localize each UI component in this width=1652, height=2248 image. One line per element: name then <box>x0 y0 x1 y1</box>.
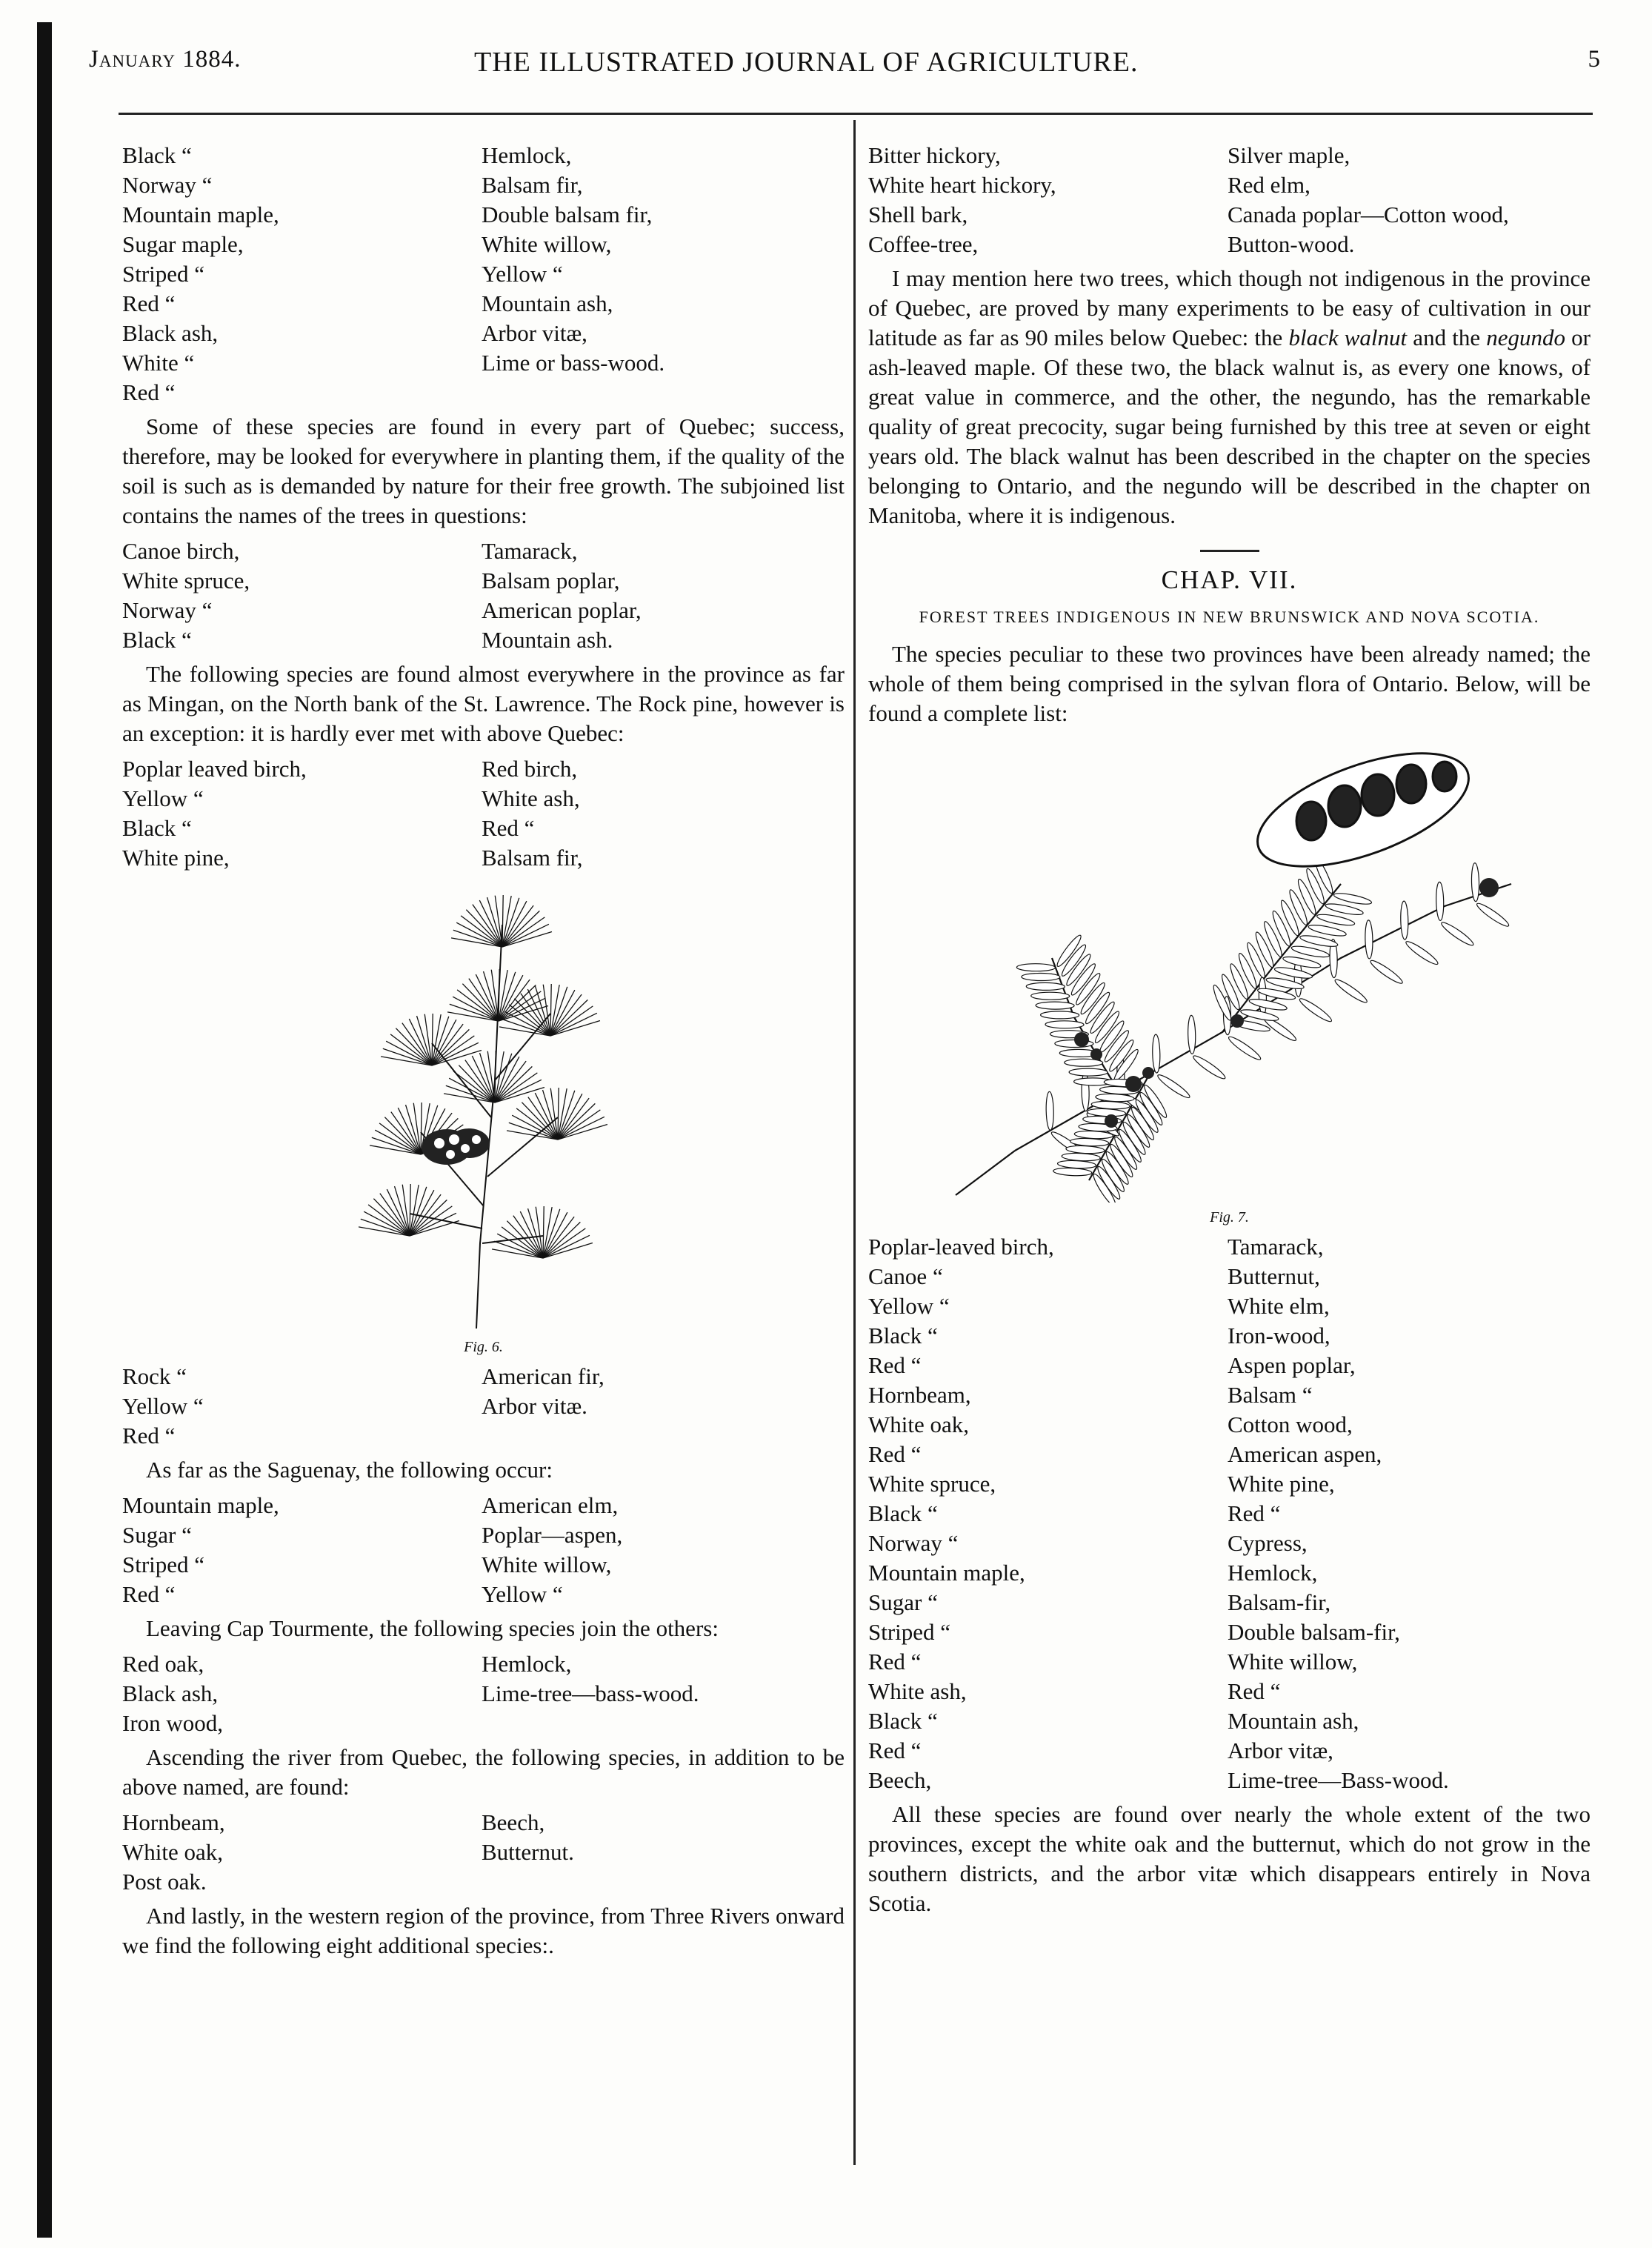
list-entry <box>482 378 845 408</box>
column-divider <box>853 120 856 2165</box>
list-entry: Hemlock, <box>482 142 572 168</box>
list-entry: Black ash, <box>122 320 219 346</box>
list-entry: Poplar leaved birch, <box>122 756 307 782</box>
list-entry: Beech, <box>868 1767 932 1793</box>
left-column <box>122 141 845 1966</box>
list-entry: Red “ <box>868 1441 922 1467</box>
list-entry: Black “ <box>868 1708 938 1734</box>
species-list-3 <box>122 754 845 873</box>
species-list-hickories <box>868 141 1591 259</box>
list-entry: Beech, <box>482 1809 545 1835</box>
list-entry: Tamarack, <box>1228 1234 1324 1260</box>
list-entry: White “ <box>122 350 195 376</box>
list-entry: Mountain ash, <box>1228 1708 1359 1734</box>
list-entry: Red “ <box>868 1737 922 1763</box>
list-entry: Red “ <box>122 290 176 316</box>
list-entry: Hemlock, <box>1228 1560 1318 1586</box>
list-entry: Yellow “ <box>482 1581 563 1607</box>
list-entry: Canoe birch, <box>122 538 240 564</box>
list-entry: Hemlock, <box>482 1651 572 1677</box>
chapter-title: CHAP. VII. <box>1161 565 1298 594</box>
list-entry: White willow, <box>1228 1649 1358 1675</box>
list-entry: American aspen, <box>1228 1441 1382 1467</box>
list-entry: Arbor vitæ, <box>482 320 587 346</box>
list-entry: White elm, <box>1228 1293 1330 1319</box>
species-list-5 <box>122 1491 845 1609</box>
list-entry: Sugar “ <box>868 1589 938 1615</box>
list-entry: Bitter hickory, <box>868 142 1001 168</box>
list-entry: Red “ <box>868 1649 922 1675</box>
paragraph: The species peculiar to these two provinces have been already named; the whole of them being comprised in the sylvan flora of Ontario. Below, will be found a complete list: <box>868 641 1591 726</box>
list-entry: White ash, <box>482 785 580 811</box>
list-entry: Norway “ <box>122 597 213 623</box>
page-number: 5 <box>1588 46 1600 73</box>
list-entry: Lime or bass-wood. <box>482 350 665 376</box>
paragraph: And lastly, in the western region of the province, from Three Rivers onward we find the following eight additional species:. <box>122 1903 845 1958</box>
list-entry: Black “ <box>868 1323 938 1349</box>
list-entry: Cotton wood, <box>1228 1411 1353 1437</box>
list-entry: Canada poplar—Cotton wood, <box>1228 202 1509 227</box>
list-entry: Poplar-leaved birch, <box>868 1234 1054 1260</box>
species-list-7 <box>122 1808 845 1897</box>
list-entry: Red “ <box>122 1423 176 1449</box>
list-entry: Button-wood. <box>1228 231 1355 257</box>
list-entry: American poplar, <box>482 597 642 623</box>
list-entry: Mountain maple, <box>122 1492 279 1518</box>
list-entry <box>482 1867 845 1897</box>
figure-7-yew-branch <box>926 736 1533 1203</box>
issue-date: January 1884. <box>89 46 242 73</box>
list-entry: Double balsam fir, <box>482 202 653 227</box>
list-entry: White oak, <box>122 1839 224 1865</box>
species-list-6 <box>122 1649 845 1738</box>
list-entry: Aspen poplar, <box>1228 1352 1356 1378</box>
list-entry: Double balsam-fir, <box>1228 1619 1400 1645</box>
list-entry: Tamarack, <box>482 538 578 564</box>
text-run: and the <box>1407 325 1487 350</box>
list-entry: Black “ <box>868 1500 938 1526</box>
list-entry: Butternut, <box>1228 1263 1320 1289</box>
figure-7-caption: Fig. 7. <box>1210 1209 1249 1226</box>
list-entry: Striped “ <box>122 261 205 287</box>
list-entry: Red “ <box>122 1581 176 1607</box>
list-entry: Canoe “ <box>868 1263 943 1289</box>
list-entry: Striped “ <box>868 1619 951 1645</box>
list-entry: White ash, <box>868 1678 967 1704</box>
list-entry: Balsam “ <box>1228 1382 1313 1408</box>
list-entry: Lime-tree—Bass-wood. <box>1228 1767 1449 1793</box>
paragraph: Leaving Cap Tourmente, the following species join the others: <box>146 1615 719 1641</box>
running-header <box>89 46 1600 90</box>
paragraph: The following species are found almost everywhere in the province as far as Mingan, on the North bank of the St. Lawrence. The Rock pine, however is an exception: it is hardly ever met with above Quebec: <box>122 661 845 746</box>
list-entry: Yellow “ <box>868 1293 950 1319</box>
species-list-4 <box>122 1362 845 1451</box>
list-entry: Red “ <box>1228 1678 1281 1704</box>
list-entry: White spruce, <box>868 1471 996 1497</box>
list-entry: White pine, <box>1228 1471 1335 1497</box>
text-run: I may mention here two trees, which though not indigenous in the province of Quebec, are proved by many experiments to be easy of cultivation in our latitude as far as 90 miles below Quebec: the <box>868 265 1591 350</box>
species-list-nb-ns <box>868 1232 1591 1795</box>
list-entry: Coffee-tree, <box>868 231 979 257</box>
list-entry: White oak, <box>868 1411 970 1437</box>
list-entry: Sugar “ <box>122 1522 192 1548</box>
list-entry: Red birch, <box>482 756 578 782</box>
journal-title: THE ILLUSTRATED JOURNAL OF AGRICULTURE. <box>474 47 1139 78</box>
chapter-subtitle: FOREST TREES INDIGENOUS IN NEW BRUNSWICK AND NOVA SCOTIA. <box>919 608 1540 626</box>
paragraph: Ascending the river from Quebec, the following species, in addition to be above named, are found: <box>122 1744 845 1800</box>
list-entry: Norway “ <box>122 172 213 198</box>
seed-cone <box>1243 736 1482 890</box>
list-entry: White willow, <box>482 231 612 257</box>
list-entry: Black ash, <box>122 1680 219 1706</box>
header-rule <box>119 113 1593 115</box>
pine-branch-illustration <box>350 895 617 1332</box>
right-column <box>868 141 1591 1924</box>
list-entry: Arbor vitæ. <box>482 1393 587 1419</box>
list-entry: Lime-tree—bass-wood. <box>482 1680 699 1706</box>
list-entry: Mountain ash. <box>482 627 613 653</box>
list-entry: American elm, <box>482 1492 619 1518</box>
paragraph: All these species are found over nearly the whole extent of the two provinces, except the white oak and the butternut, which do not grow in the southern districts, and the arbor vitæ which disappears entirely in Nova Scotia. <box>868 1801 1591 1916</box>
list-entry: Silver maple, <box>1228 142 1350 168</box>
list-entry: Shell bark, <box>868 202 968 227</box>
list-entry <box>482 1421 845 1451</box>
list-entry: Mountain maple, <box>122 202 279 227</box>
figure-6-caption: Fig. 6. <box>464 1339 503 1355</box>
list-entry: American fir, <box>482 1363 604 1389</box>
text-run: or ash-leaved maple. Of these two, the black walnut is, as every one knows, of great value in commerce, and the other, the negundo, has the remarkable quality of great precocity, sugar being furnished by this tree at seven or eight years old. The black walnut has been described in the chapter on the species belonging to Ontario, and the negundo will be described in the chapter on Manitoba, where it is indigenous. <box>868 325 1591 528</box>
yew-branch-illustration <box>926 736 1533 1203</box>
list-entry: Rock “ <box>122 1363 187 1389</box>
list-entry: White pine, <box>122 845 230 871</box>
paragraph-negundo <box>868 264 1591 531</box>
list-entry: White spruce, <box>122 568 250 593</box>
list-entry: Balsam fir, <box>482 845 583 871</box>
list-entry: Red “ <box>122 379 176 405</box>
list-entry: Yellow “ <box>122 1393 204 1419</box>
list-entry: Iron-wood, <box>1228 1323 1330 1349</box>
list-entry: White heart hickory, <box>868 172 1056 198</box>
list-entry: Black “ <box>122 815 192 841</box>
list-entry: Mountain ash, <box>482 290 613 316</box>
list-entry: Butternut. <box>482 1839 574 1865</box>
list-entry: Black “ <box>122 627 192 653</box>
list-entry <box>482 1709 845 1738</box>
italic-term: black walnut <box>1288 325 1408 350</box>
list-entry: Black “ <box>122 142 192 168</box>
page-binding-edge <box>37 22 52 2238</box>
pine-cone <box>422 1128 490 1165</box>
list-entry: Red elm, <box>1228 172 1310 198</box>
list-entry: Mountain maple, <box>868 1560 1025 1586</box>
species-list-2 <box>122 536 845 655</box>
italic-term: negundo <box>1486 325 1566 350</box>
list-entry: Red “ <box>868 1352 922 1378</box>
paragraph: Some of these species are found in every part of Quebec; success, therefore, may be looked for everywhere in planting them, if the quality of the soil is such as is demanded by nature for their free growth. The subjoined list contains the names of the trees in questions: <box>122 413 845 528</box>
list-entry: Balsam poplar, <box>482 568 620 593</box>
list-entry: Cypress, <box>1228 1530 1308 1556</box>
list-entry: White willow, <box>482 1552 612 1577</box>
list-entry: Iron wood, <box>122 1710 224 1736</box>
list-entry: Yellow “ <box>122 785 204 811</box>
list-entry: Balsam-fir, <box>1228 1589 1331 1615</box>
list-entry: Striped “ <box>122 1552 205 1577</box>
list-entry: Red oak, <box>122 1651 204 1677</box>
list-entry: Hornbeam, <box>122 1809 225 1835</box>
list-entry: Red “ <box>482 815 535 841</box>
list-entry: Yellow “ <box>482 261 563 287</box>
list-entry: Norway “ <box>868 1530 959 1556</box>
figure-6-pine-branch <box>350 895 617 1332</box>
list-entry: Balsam fir, <box>482 172 583 198</box>
species-list-1 <box>122 141 845 408</box>
list-entry: Hornbeam, <box>868 1382 971 1408</box>
list-entry: Poplar—aspen, <box>482 1522 623 1548</box>
paragraph: As far as the Saguenay, the following occur: <box>146 1457 553 1483</box>
list-entry: Arbor vitæ, <box>1228 1737 1333 1763</box>
chapter-rule <box>1200 550 1259 552</box>
list-entry: Red “ <box>1228 1500 1281 1526</box>
list-entry: Sugar maple, <box>122 231 244 257</box>
list-entry: Post oak. <box>122 1869 207 1895</box>
